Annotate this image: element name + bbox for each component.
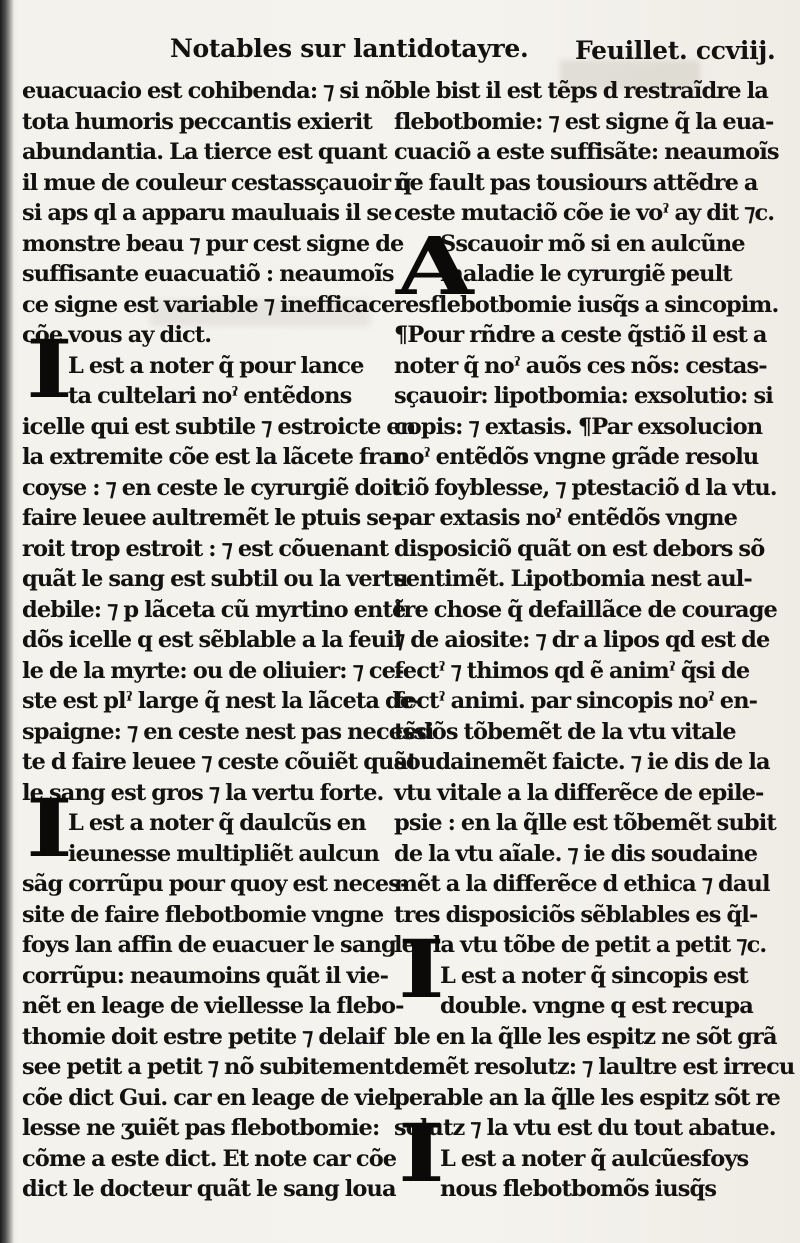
drop-initial: I	[398, 1106, 445, 1200]
text-line: dõs icelle q est sẽblable a la feuil	[22, 627, 402, 653]
text-line: ste est plˀ large q̃ nest la lãceta de-	[22, 688, 422, 714]
text-line: fectˀ animi. par sincopis noˀ en-	[394, 688, 758, 714]
text-line: L est a noter q̃ aulcũesfoys	[440, 1145, 749, 1172]
text-line: coyse : ⁊ en ceste le cyrurgiẽ doit	[22, 474, 401, 501]
text-line: abundantia. La tierce est quant	[22, 139, 387, 165]
text-line: perable an la q̃lle les espitz sõt re	[394, 1084, 780, 1111]
text-line: ieunesse multipliẽt aulcun	[68, 840, 379, 867]
text-line: site de faire flebotbomie vngne	[22, 901, 384, 928]
text-line: nẽt en leage de viellesse la flebo-	[22, 993, 404, 1019]
text-line: sentimẽt. Lipotbomia nest aul-	[394, 566, 752, 592]
text-line: copis: ⁊ extasis. ¶Par exsolucion	[394, 413, 763, 440]
text-line: dict le docteur quãt le sang loua	[22, 1176, 396, 1202]
text-line: fectˀ ⁊ thimos qd ẽ animˀ q̃si de	[394, 657, 750, 684]
text-line: sçauoir: lipotbomia: exsolutio: si	[394, 383, 773, 409]
text-line: resflebotbomie iusq̃s a sincopim.	[394, 291, 779, 318]
text-line: cõe vous ay dict.	[22, 322, 212, 348]
drop-initial: I	[26, 322, 73, 416]
text-line: ce signe est variable ⁊ inefficace	[22, 291, 395, 318]
text-line: vtu vitale a la differẽce de epile-	[394, 779, 764, 806]
text-line: Sscauoir mõ si en aulcũne	[440, 230, 745, 257]
text-line: ta cultelari noˀ entẽdons	[68, 383, 352, 409]
text-line: ne fault pas tousiours attẽdre a	[394, 169, 758, 196]
text-line: te d faire leuee ⁊ ceste cõuiẽt quãt	[22, 749, 417, 775]
text-line: L est a noter q̃ daulcũs en	[68, 810, 366, 836]
text-line: mẽt a la differẽce d ethica ⁊ daul	[394, 871, 770, 897]
text-line: suffisante euacuatiõ : neaumoĩs	[22, 261, 394, 287]
text-line: les la vtu tõbe de petit a petit ⁊c.	[394, 932, 767, 958]
text-line: L est a noter q̃ pour lance	[68, 352, 364, 379]
text-line: corrũpu: neaumoins quãt il vie-	[22, 962, 389, 989]
text-line: le de la myrte: ou de oliuier: ⁊ ce-	[22, 657, 404, 684]
text-line: see petit a petit ⁊ nõ subitement	[22, 1054, 394, 1080]
text-line: icelle qui est subtile ⁊ estroicte en	[22, 413, 416, 440]
text-line: monstre beau ⁊ pur cest signe de	[22, 230, 404, 257]
text-line: noter q̃ noˀ auõs ces nõs: cestas-	[394, 352, 767, 379]
left-column	[22, 76, 434, 1202]
text-line: psie : en la q̃lle est tõbemẽt subit	[394, 810, 776, 836]
text-line: tẽdõs tõbemẽt de la vtu vitale	[394, 718, 736, 745]
drop-initial: A	[396, 219, 474, 313]
text-line: de la vtu aĩale. ⁊ ie dis soudaine	[394, 840, 758, 867]
text-line: ble bist il est tẽps d restraĩdre la	[394, 78, 768, 104]
text-line: double. vngne q est recupa	[440, 993, 753, 1019]
text-line: ciõ foyblesse, ⁊ ptestaciõ d la vtu.	[394, 474, 777, 501]
binding-shadow	[0, 0, 14, 1243]
text-line: foys lan affin de euacuer le sang	[22, 932, 396, 958]
text-line: ⁊ de aiosite: ⁊ dr a lipos qd est de	[394, 627, 770, 653]
text-line: il mue de couleur cestassçauoir q̃	[22, 169, 411, 196]
text-line: debile: ⁊ p lãceta cũ myrtino entẽ	[22, 596, 406, 623]
folio-number: Feuillet. ccviij.	[575, 36, 776, 65]
text-line: cuaciõ a este suffisãte: neaumoĩs	[394, 139, 779, 165]
text-line: cõme a este dict. Et note car cõe	[22, 1145, 397, 1172]
text-line: nous flebotbomõs iusq̃s	[440, 1176, 717, 1202]
running-title: Notables sur lantidotayre.	[170, 34, 529, 63]
text-line: lesse ne ʒuiẽt pas flebotbomie:	[22, 1115, 380, 1141]
text-line: L est a noter q̃ sincopis est	[440, 962, 748, 989]
text-line: sãg corrũpu pour quoy est neces-	[22, 871, 409, 897]
text-line: cõe dict Gui. car en leage de viel	[22, 1084, 396, 1111]
text-line: maladie le cyrurgiẽ peult	[440, 261, 732, 287]
text-line: par extasis noˀ entẽdõs vngne	[394, 505, 738, 531]
text-line: si aps ql a apparu mauluais il se	[22, 200, 392, 226]
text-line: tota humoris peccantis exierit	[22, 108, 372, 135]
text-line: la extremite cõe est la lãcete fran	[22, 444, 408, 470]
text-line: tre chose q̃ defaillãce de courage	[394, 596, 777, 623]
text-line: flebotbomie: ⁊ est signe q̃ la eua-	[394, 108, 774, 135]
text-line: noˀ entẽdõs vngne grãde resolu	[394, 444, 759, 470]
text-line: roit trop estroit : ⁊ est cõuenant	[22, 535, 389, 562]
text-line: disposiciõ quãt on est debors sõ	[394, 535, 765, 562]
text-line: solutz ⁊ la vtu est du tout abatue.	[394, 1115, 776, 1141]
text-line: demẽt resolutz: ⁊ laultre est irrecu	[394, 1054, 795, 1080]
text-line: thomie doit estre petite ⁊ delaif	[22, 1023, 385, 1050]
text-line: spaigne: ⁊ en ceste nest pas necessi	[22, 718, 434, 745]
page-header	[20, 32, 780, 76]
text-line: faire leuee aultremẽt le ptuis se-	[22, 505, 400, 531]
right-column	[394, 76, 795, 1202]
text-line: ¶Pour rñdre a ceste q̃stiõ il est a	[394, 322, 767, 348]
text-line: quãt le sang est subtil ou la vertu	[22, 566, 408, 592]
text-line: soudainemẽt faicte. ⁊ ie dis de la	[394, 749, 770, 775]
drop-initial: I	[398, 922, 445, 1016]
text-line: ceste mutaciõ cõe ie voˀ ay dit ⁊c.	[394, 200, 775, 226]
text-line: euacuacio est cohibenda: ⁊ si nõ	[22, 78, 395, 104]
text-line: tres disposiciõs sẽblables es q̃l-	[394, 901, 758, 928]
drop-initial: I	[26, 781, 73, 875]
text-line: ble en la q̃lle les espitz ne sõt grã	[394, 1023, 777, 1050]
text-line: le sang est gros ⁊ la vertu forte.	[22, 779, 384, 806]
